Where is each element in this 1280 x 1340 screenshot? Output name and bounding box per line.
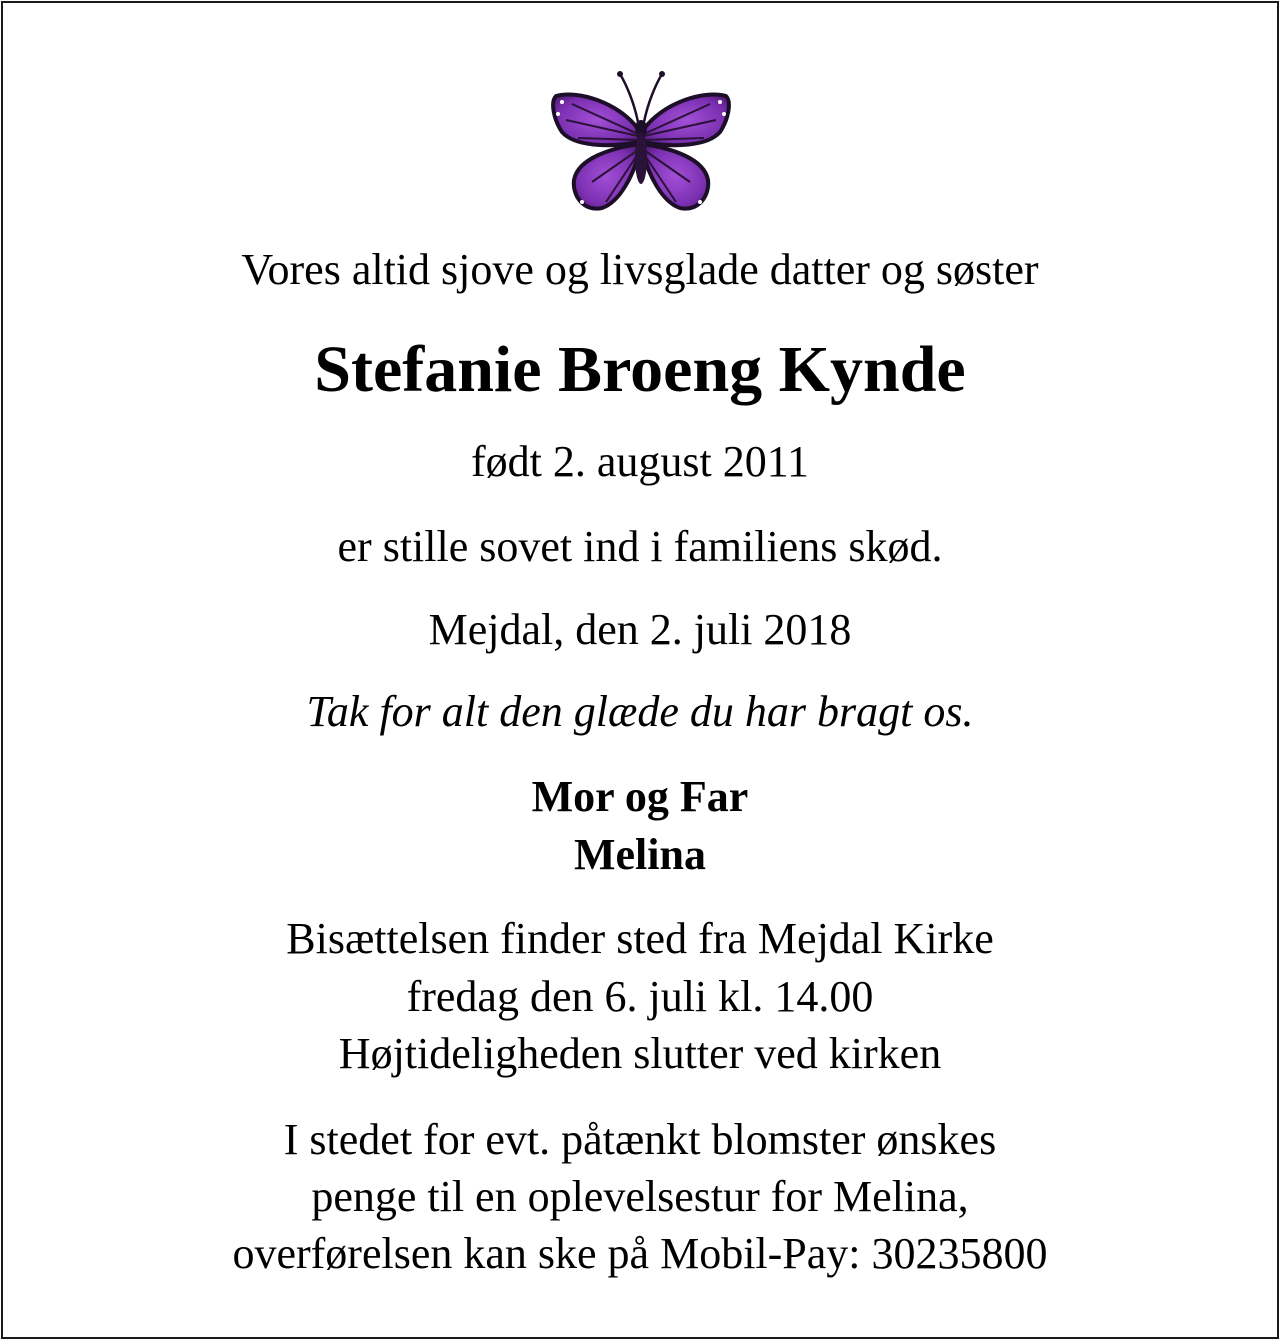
gift-note-line-2: penge til en oplevelsestur for Melina, <box>311 1172 969 1221</box>
funeral-ceremony-note: Højtideligheden slutter ved kirken <box>338 1029 942 1078</box>
signer-sibling: Melina <box>574 830 706 879</box>
intro-text: Vores altid sjove og livsglade datter og søster <box>241 245 1039 294</box>
place-and-date: Mejdal, den 2. juli 2018 <box>428 605 852 654</box>
signer-parents: Mor og Far <box>531 772 749 821</box>
funeral-location: Bisættelsen finder sted fra Mejdal Kirke <box>286 914 994 963</box>
butterfly-icon <box>548 62 734 216</box>
birth-date: født 2. august 2011 <box>470 437 810 486</box>
passing-text: er stille sovet ind i familiens skød. <box>337 522 943 571</box>
funeral-date-time: fredag den 6. juli kl. 14.00 <box>406 972 874 1021</box>
gift-note-line-3: overførelsen kan ske på Mobil-Pay: 30235800 <box>232 1229 1048 1278</box>
gift-note-line-1: I stedet for evt. påtænkt blomster ønskes <box>283 1115 997 1164</box>
thanks-text: Tak for alt den glæde du har bragt os. <box>306 687 974 736</box>
deceased-name: Stefanie Broeng Kynde <box>314 333 966 406</box>
